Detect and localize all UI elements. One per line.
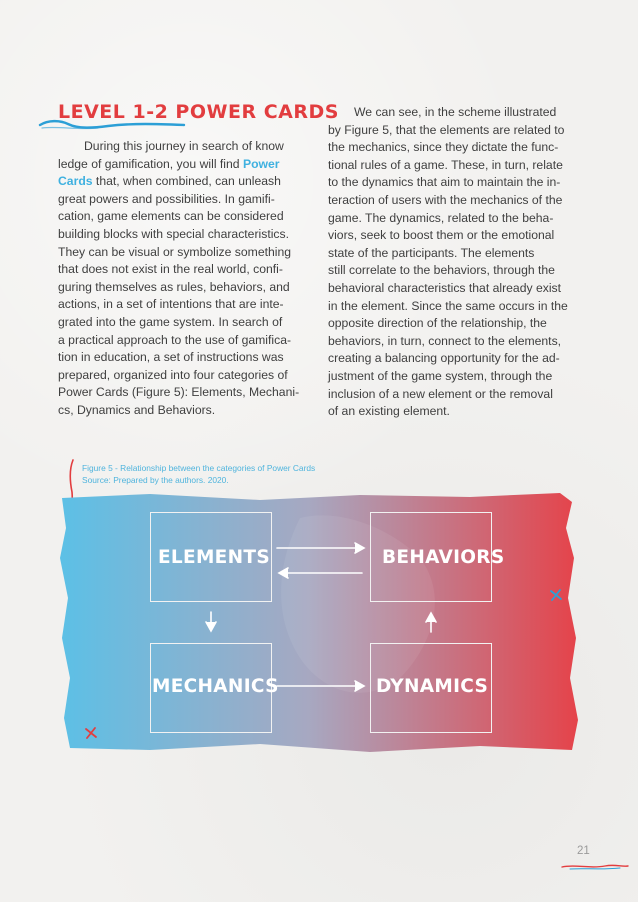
text-segment: tion in education, a set of instructions was — [58, 350, 284, 365]
highlighted-term: Cards — [58, 174, 93, 189]
arrow-dynamics-to-behaviors — [426, 613, 436, 632]
figure-caption-title: Figure 5 - Relationship between the categories of Power Cards — [82, 463, 316, 473]
elements-label: ELEMENTS — [158, 547, 270, 568]
text-line: still correlate to the behaviors, through the — [328, 263, 555, 278]
text-line: behavioral characteristics that already exist — [328, 280, 562, 295]
text-line: state of the participants. The elements — [328, 245, 535, 260]
text-line: tional rules of a game. These, in turn, relate — [328, 157, 563, 172]
text-segment: great powers and possibilities. In gamifi- — [58, 191, 275, 206]
text-segment: cation, game elements can be considered — [58, 209, 284, 224]
highlighted-term: Power — [242, 156, 280, 171]
behaviors-label: BEHAVIORS — [382, 547, 505, 568]
text-segment: that does not exist in the real world, confi- — [58, 262, 283, 277]
arrow-behaviors-to-elements — [279, 568, 362, 578]
text-segment: ledge of gamification, you will find — [58, 156, 243, 171]
text-segment: guring themselves as rules, behaviors, and — [58, 279, 290, 294]
text-line: justment of the game system, through the — [328, 368, 553, 383]
text-line: the mechanics, since they dictate the func- — [328, 140, 559, 155]
text-line: of an existing element. — [328, 404, 450, 419]
text-segment: that, when combined, can unleash — [92, 174, 281, 189]
text-segment: cs, Dynamics and Behaviors. — [58, 402, 216, 417]
text-line: game. The dynamics, related to the beha- — [328, 210, 554, 225]
footer-scribble — [560, 862, 630, 872]
text-segment: building blocks with special characteristics. — [58, 226, 289, 241]
arrow-mechanics-to-dynamics — [277, 681, 364, 691]
text-segment: actions, in a set of intentions that are inte- — [58, 297, 284, 312]
text-line: to the dynamics that aim to maintain the in- — [328, 175, 561, 190]
text-segment: During this journey in search of know — [84, 139, 284, 153]
text-line: teraction of users with the mechanics of the — [328, 192, 563, 207]
arrow-elements-to-mechanics — [206, 612, 216, 631]
page-number: 21 — [577, 845, 590, 857]
text-line: We can see, in the scheme illustrated — [354, 105, 557, 119]
section-heading: LEVEL 1-2 POWER CARDS — [58, 101, 339, 123]
text-line: in the element. Since the same occurs in the — [328, 298, 568, 313]
text-segment: grated into the game system. In search of — [58, 314, 283, 329]
text-segment: prepared, organized into four categories of — [58, 367, 288, 382]
dynamics-label: DYNAMICS — [376, 676, 489, 697]
text-line: behaviors, in turn, connect to the elements, — [328, 333, 562, 348]
arrow-elements-to-behaviors — [277, 543, 364, 553]
text-line: by Figure 5, that the elements are related to — [328, 122, 565, 137]
mechanics-label: MECHANICS — [152, 676, 279, 697]
red-x-mark — [84, 726, 98, 740]
text-segment: They can be visual or symbolize something — [58, 244, 292, 259]
blue-x-mark — [549, 588, 563, 602]
text-line: creating a balancing opportunity for the ad- — [328, 351, 560, 366]
text-line: inclusion of a new element or the removal — [328, 386, 553, 401]
text-line: opposite direction of the relationship, the — [328, 316, 547, 331]
text-line: viors, seek to boost them or the emotional — [328, 228, 555, 243]
text-segment: a practical approach to the use of gamifica- — [58, 332, 292, 347]
figure-caption-source: Source: Prepared by the authors. 2020. — [82, 474, 229, 485]
text-segment: Power Cards (Figure 5): Elements, Mechani- — [58, 385, 300, 400]
